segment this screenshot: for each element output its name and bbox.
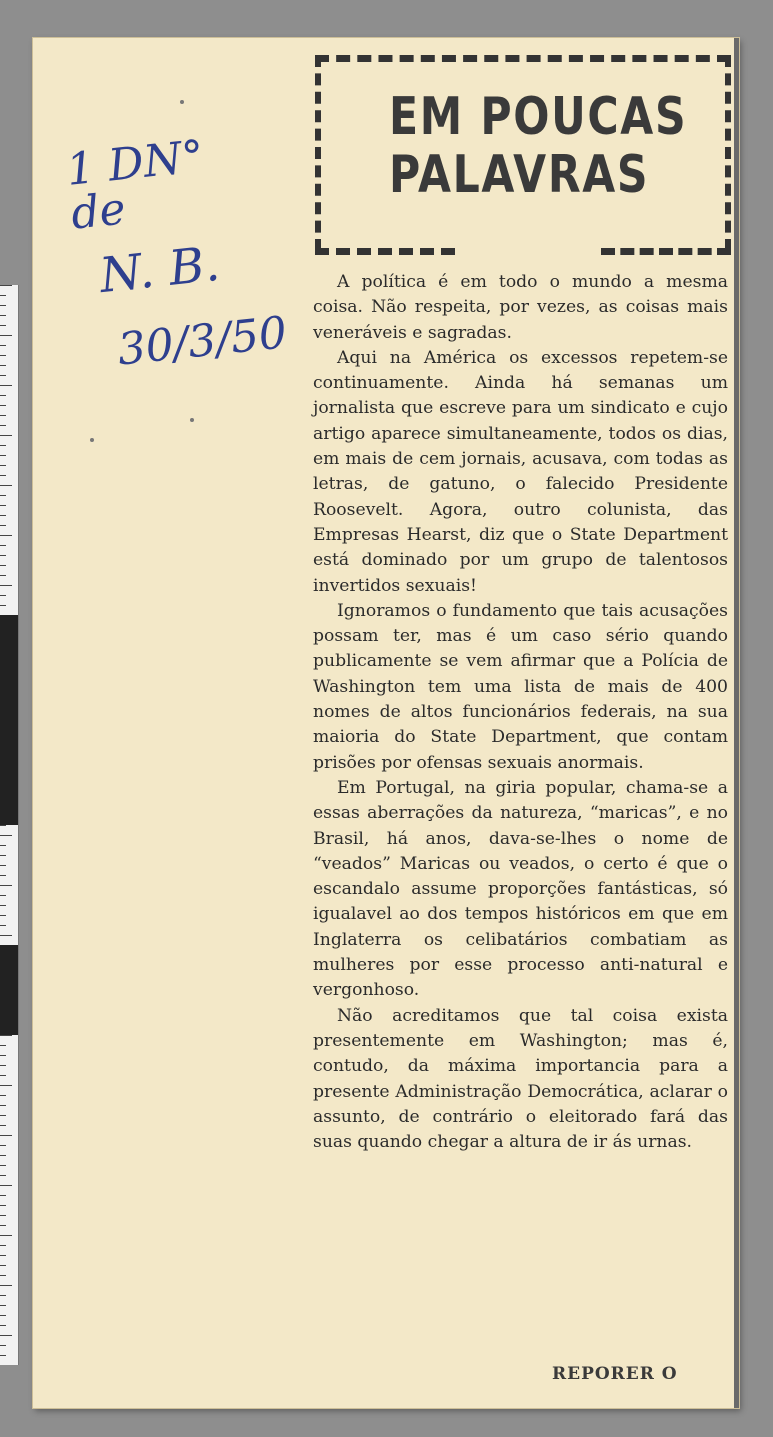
article-paragraph: Ignoramos o fundamento que tais acusações possam ter, mas é um caso sério quando publicamente se vem afirmar que a Polícia de Washington tem uma lista de mais de 400 nomes de altos funcionários federais, na sua maioria do State Department, que contam prisões por ofensas sexuais anormais. (313, 600, 728, 773)
ruler-tick (0, 485, 12, 486)
article-paragraph: A política é em todo o mundo a mesma coisa. Não respeita, por vezes, as coisas mais veneráveis e sagradas. (313, 272, 728, 343)
ruler-tick (0, 895, 6, 896)
headline-line2: PALAVRAS (389, 145, 650, 205)
paper-speck (180, 100, 184, 104)
ruler-tick (0, 1185, 12, 1186)
ruler-tick (0, 385, 12, 386)
ruler-tick (0, 1195, 6, 1196)
ruler-tick (0, 555, 6, 556)
ruler-tick (0, 1325, 6, 1326)
ruler-tick (0, 1065, 6, 1066)
ruler-block (0, 945, 18, 1035)
ruler-tick (0, 1095, 6, 1096)
ruler-tick (0, 405, 6, 406)
ruler-tick (0, 575, 6, 576)
handwritten-note-line1: 1 DN° de (64, 130, 207, 240)
article-signature: REPORER O (552, 1364, 678, 1384)
ruler-tick (0, 1265, 6, 1266)
ruler-tick (0, 585, 12, 586)
ruler-tick (0, 595, 6, 596)
ruler-tick (0, 905, 6, 906)
ruler-tick (0, 415, 6, 416)
paper-speck (90, 438, 94, 442)
article-paragraph: Aqui na América os excessos repetem-se continuamente. Ainda há semanas um jornalista que escreve para um sindicato e cujo artigo aparece simultaneamente, todos os dias, em mais de cem jornais, acusava, com todas as letras, de gatuno, o falecido Presidente Roosevelt. Agora, outro colunista, das Empresas Hearst, diz que o State Department está dominado por um grupo de talentosos invertidos sexuais! (313, 347, 728, 596)
ruler-tick (0, 1225, 6, 1226)
ruler-tick (0, 545, 6, 546)
ruler-tick (0, 375, 6, 376)
ruler-tick (0, 605, 6, 606)
ruler-tick (0, 435, 12, 436)
header-box-border-right (601, 248, 731, 255)
ruler-tick (0, 1055, 6, 1056)
ruler-tick (0, 1115, 6, 1116)
ruler-tick (0, 875, 6, 876)
ruler-tick (0, 395, 6, 396)
ruler-tick (0, 295, 6, 296)
ruler-tick (0, 925, 6, 926)
ruler-tick (0, 475, 6, 476)
handwritten-note-line2: N. B. (97, 235, 223, 305)
headline (389, 88, 687, 204)
paper-speck (190, 418, 194, 422)
ruler-tick (0, 1075, 6, 1076)
ruler-tick (0, 1285, 12, 1286)
ruler-tick (0, 515, 6, 516)
ruler-tick (0, 1235, 12, 1236)
ruler-tick (0, 1045, 6, 1046)
ruler-tick (0, 1345, 6, 1346)
header-box (315, 55, 731, 251)
ruler-tick (0, 1275, 6, 1276)
ruler-tick (0, 525, 6, 526)
ruler-tick (0, 1145, 6, 1146)
ruler-tick (0, 455, 6, 456)
handwritten-note (47, 130, 290, 378)
ruler-block (0, 615, 18, 825)
headline-line1: EM POUCAS (389, 87, 688, 147)
ruler-tick (0, 1245, 6, 1246)
ruler-tick (0, 305, 6, 306)
ruler-tick (0, 335, 12, 336)
ruler-tick (0, 835, 12, 836)
ruler-tick (0, 885, 12, 886)
ruler-tick (0, 1315, 6, 1316)
ruler-tick (0, 1205, 6, 1206)
ruler-tick (0, 1295, 6, 1296)
ruler-tick (0, 495, 6, 496)
ruler-tick (0, 845, 6, 846)
ruler-tick (0, 1355, 6, 1356)
article-paragraph: Não acreditamos que tal coisa exista presentemente em Washington; mas é, contudo, da máxima importancia para a presente Administração Democrática, aclarar o assunto, de contrário o eleitorado fará das suas quando chegar a altura de ir ás urnas. (313, 1005, 728, 1153)
ruler-tick (0, 1165, 6, 1166)
ruler-tick (0, 1255, 6, 1256)
ruler-tick (0, 1035, 12, 1036)
ruler-tick (0, 465, 6, 466)
header-box-border-left (315, 248, 455, 255)
ruler-tick (0, 915, 6, 916)
ruler-tick (0, 935, 12, 936)
ruler-tick (0, 865, 6, 866)
ruler-tick (0, 1175, 6, 1176)
ruler-tick (0, 325, 6, 326)
scale-ruler (0, 285, 19, 1365)
handwritten-note-line3: 30/3/50 (115, 307, 290, 376)
article-body (313, 270, 728, 1155)
ruler-tick (0, 1215, 6, 1216)
ruler-tick (0, 535, 12, 536)
ruler-tick (0, 1125, 6, 1126)
ruler-tick (0, 355, 6, 356)
ruler-tick (0, 285, 12, 286)
ruler-tick (0, 365, 6, 366)
ruler-tick (0, 1085, 12, 1086)
ruler-tick (0, 1135, 12, 1136)
ruler-tick (0, 855, 6, 856)
ruler-tick (0, 1105, 6, 1106)
article-paragraph: Em Portugal, na giria popular, chama-se a essas aberrações da natureza, “maricas”, e no Brasil, há anos, dava-se-lhes o nome de “veados” Maricas ou veados, o certo é que o escandalo assume proporções fantásticas, só igualavel ao dos tempos históricos em que em Inglaterra os celibatários combatiam as mulheres por esse processo anti-natural e vergonhoso. (313, 777, 728, 1001)
ruler-tick (0, 1305, 6, 1306)
ruler-tick (0, 425, 6, 426)
ruler-tick (0, 565, 6, 566)
ruler-tick (0, 315, 6, 316)
ruler-tick (0, 505, 6, 506)
ruler-tick (0, 1155, 6, 1156)
ruler-tick (0, 345, 6, 346)
ruler-tick (0, 445, 6, 446)
ruler-tick (0, 825, 6, 826)
ruler-tick (0, 1335, 12, 1336)
